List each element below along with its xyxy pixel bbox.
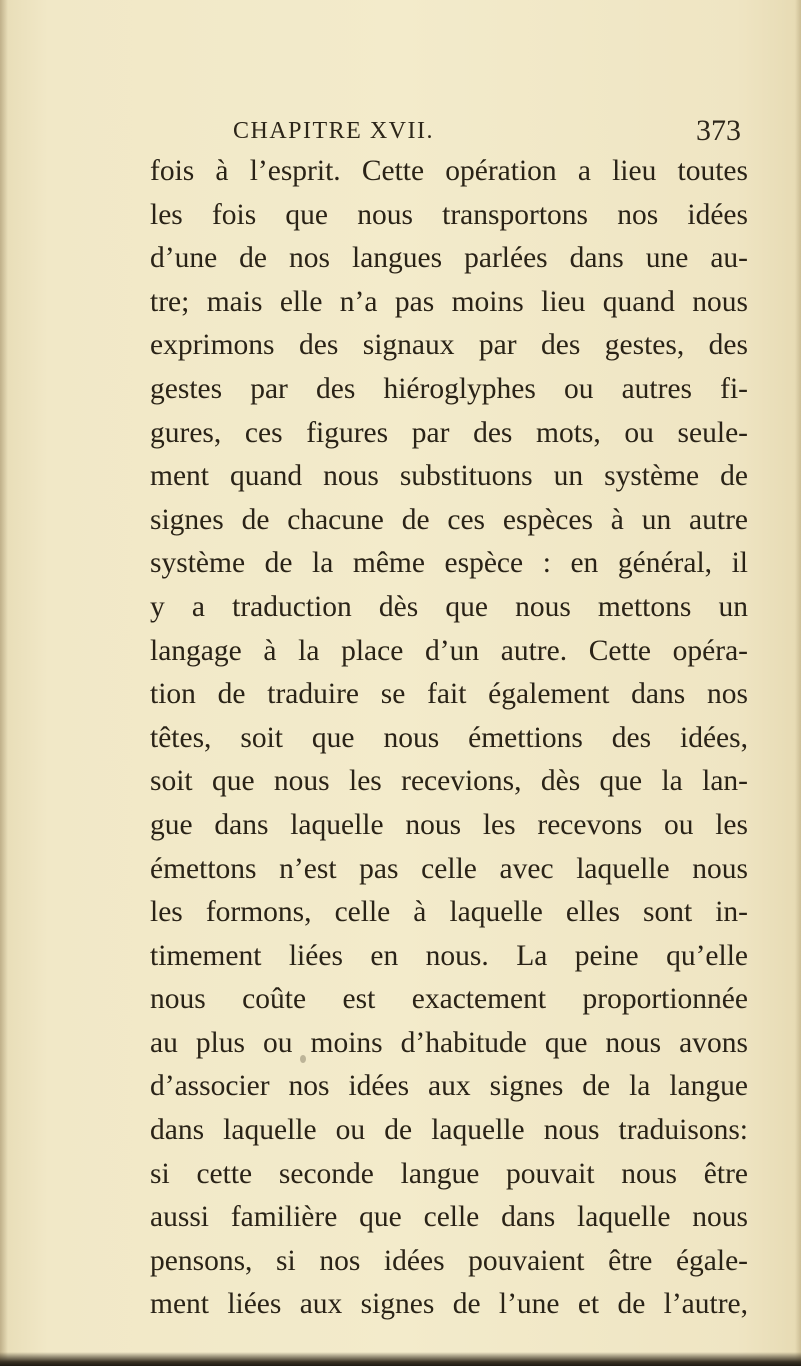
text-line: tion de traduire se fait également dans nos <box>150 678 748 711</box>
page-right-edge <box>795 0 801 1366</box>
text-line: exprimons des signaux par des gestes, des <box>150 329 748 362</box>
text-line: gures, ces figures par des mots, ou seule- <box>150 416 748 449</box>
text-line: d’une de nos langues parlées dans une au- <box>150 242 748 275</box>
text-line: aussi familière que celle dans laquelle nous <box>150 1201 748 1234</box>
text-line: nous coûte est exactement proportionnée <box>150 983 748 1016</box>
text-line: si cette seconde langue pouvait nous être <box>150 1157 748 1190</box>
page-number: 373 <box>696 114 741 147</box>
text-line: au plus ou moins d’habitude que nous avons <box>150 1026 748 1059</box>
text-line: ment quand nous substituons un système de <box>150 460 748 493</box>
text-line: gestes par des hiéroglyphes ou autres fi- <box>150 372 748 405</box>
text-line: les fois que nous transportons nos idées <box>150 198 748 231</box>
text-line: émettons n’est pas celle avec laquelle nous <box>150 852 748 885</box>
ink-smudge <box>300 1055 306 1063</box>
text-line: fois à l’esprit. Cette opération a lieu toutes <box>150 155 748 187</box>
text-line: ment liées aux signes de l’une et de l’autre, <box>150 1288 748 1321</box>
text-line: système de la même espèce : en général, il <box>150 547 748 580</box>
text-line: signes de chacune de ces espèces à un autre <box>150 503 748 536</box>
text-line: pensons, si nos idées pouvaient être égale- <box>150 1244 748 1277</box>
text-line: timement liées en nous. La peine qu’elle <box>150 939 748 972</box>
page-header <box>233 114 741 148</box>
text-line: d’associer nos idées aux signes de la langue <box>150 1070 748 1103</box>
text-line: les formons, celle à laquelle elles sont in- <box>150 896 748 929</box>
running-title: CHAPITRE XVII. <box>233 118 434 144</box>
text-line: y a traduction dès que nous mettons un <box>150 590 748 623</box>
page-bottom-shadow <box>0 1352 801 1366</box>
text-line: langage à la place d’un autre. Cette opéra- <box>150 634 748 667</box>
text-line: tre; mais elle n’a pas moins lieu quand nous <box>150 285 748 318</box>
page-left-edge <box>0 0 8 1366</box>
text-line: têtes, soit que nous émettions des idées, <box>150 721 748 754</box>
body-text <box>150 150 748 1327</box>
text-line: gue dans laquelle nous les recevons ou les <box>150 808 748 841</box>
text-line: soit que nous les recevions, dès que la lan- <box>150 765 748 798</box>
text-line: dans laquelle ou de laquelle nous traduisons: <box>150 1114 748 1147</box>
